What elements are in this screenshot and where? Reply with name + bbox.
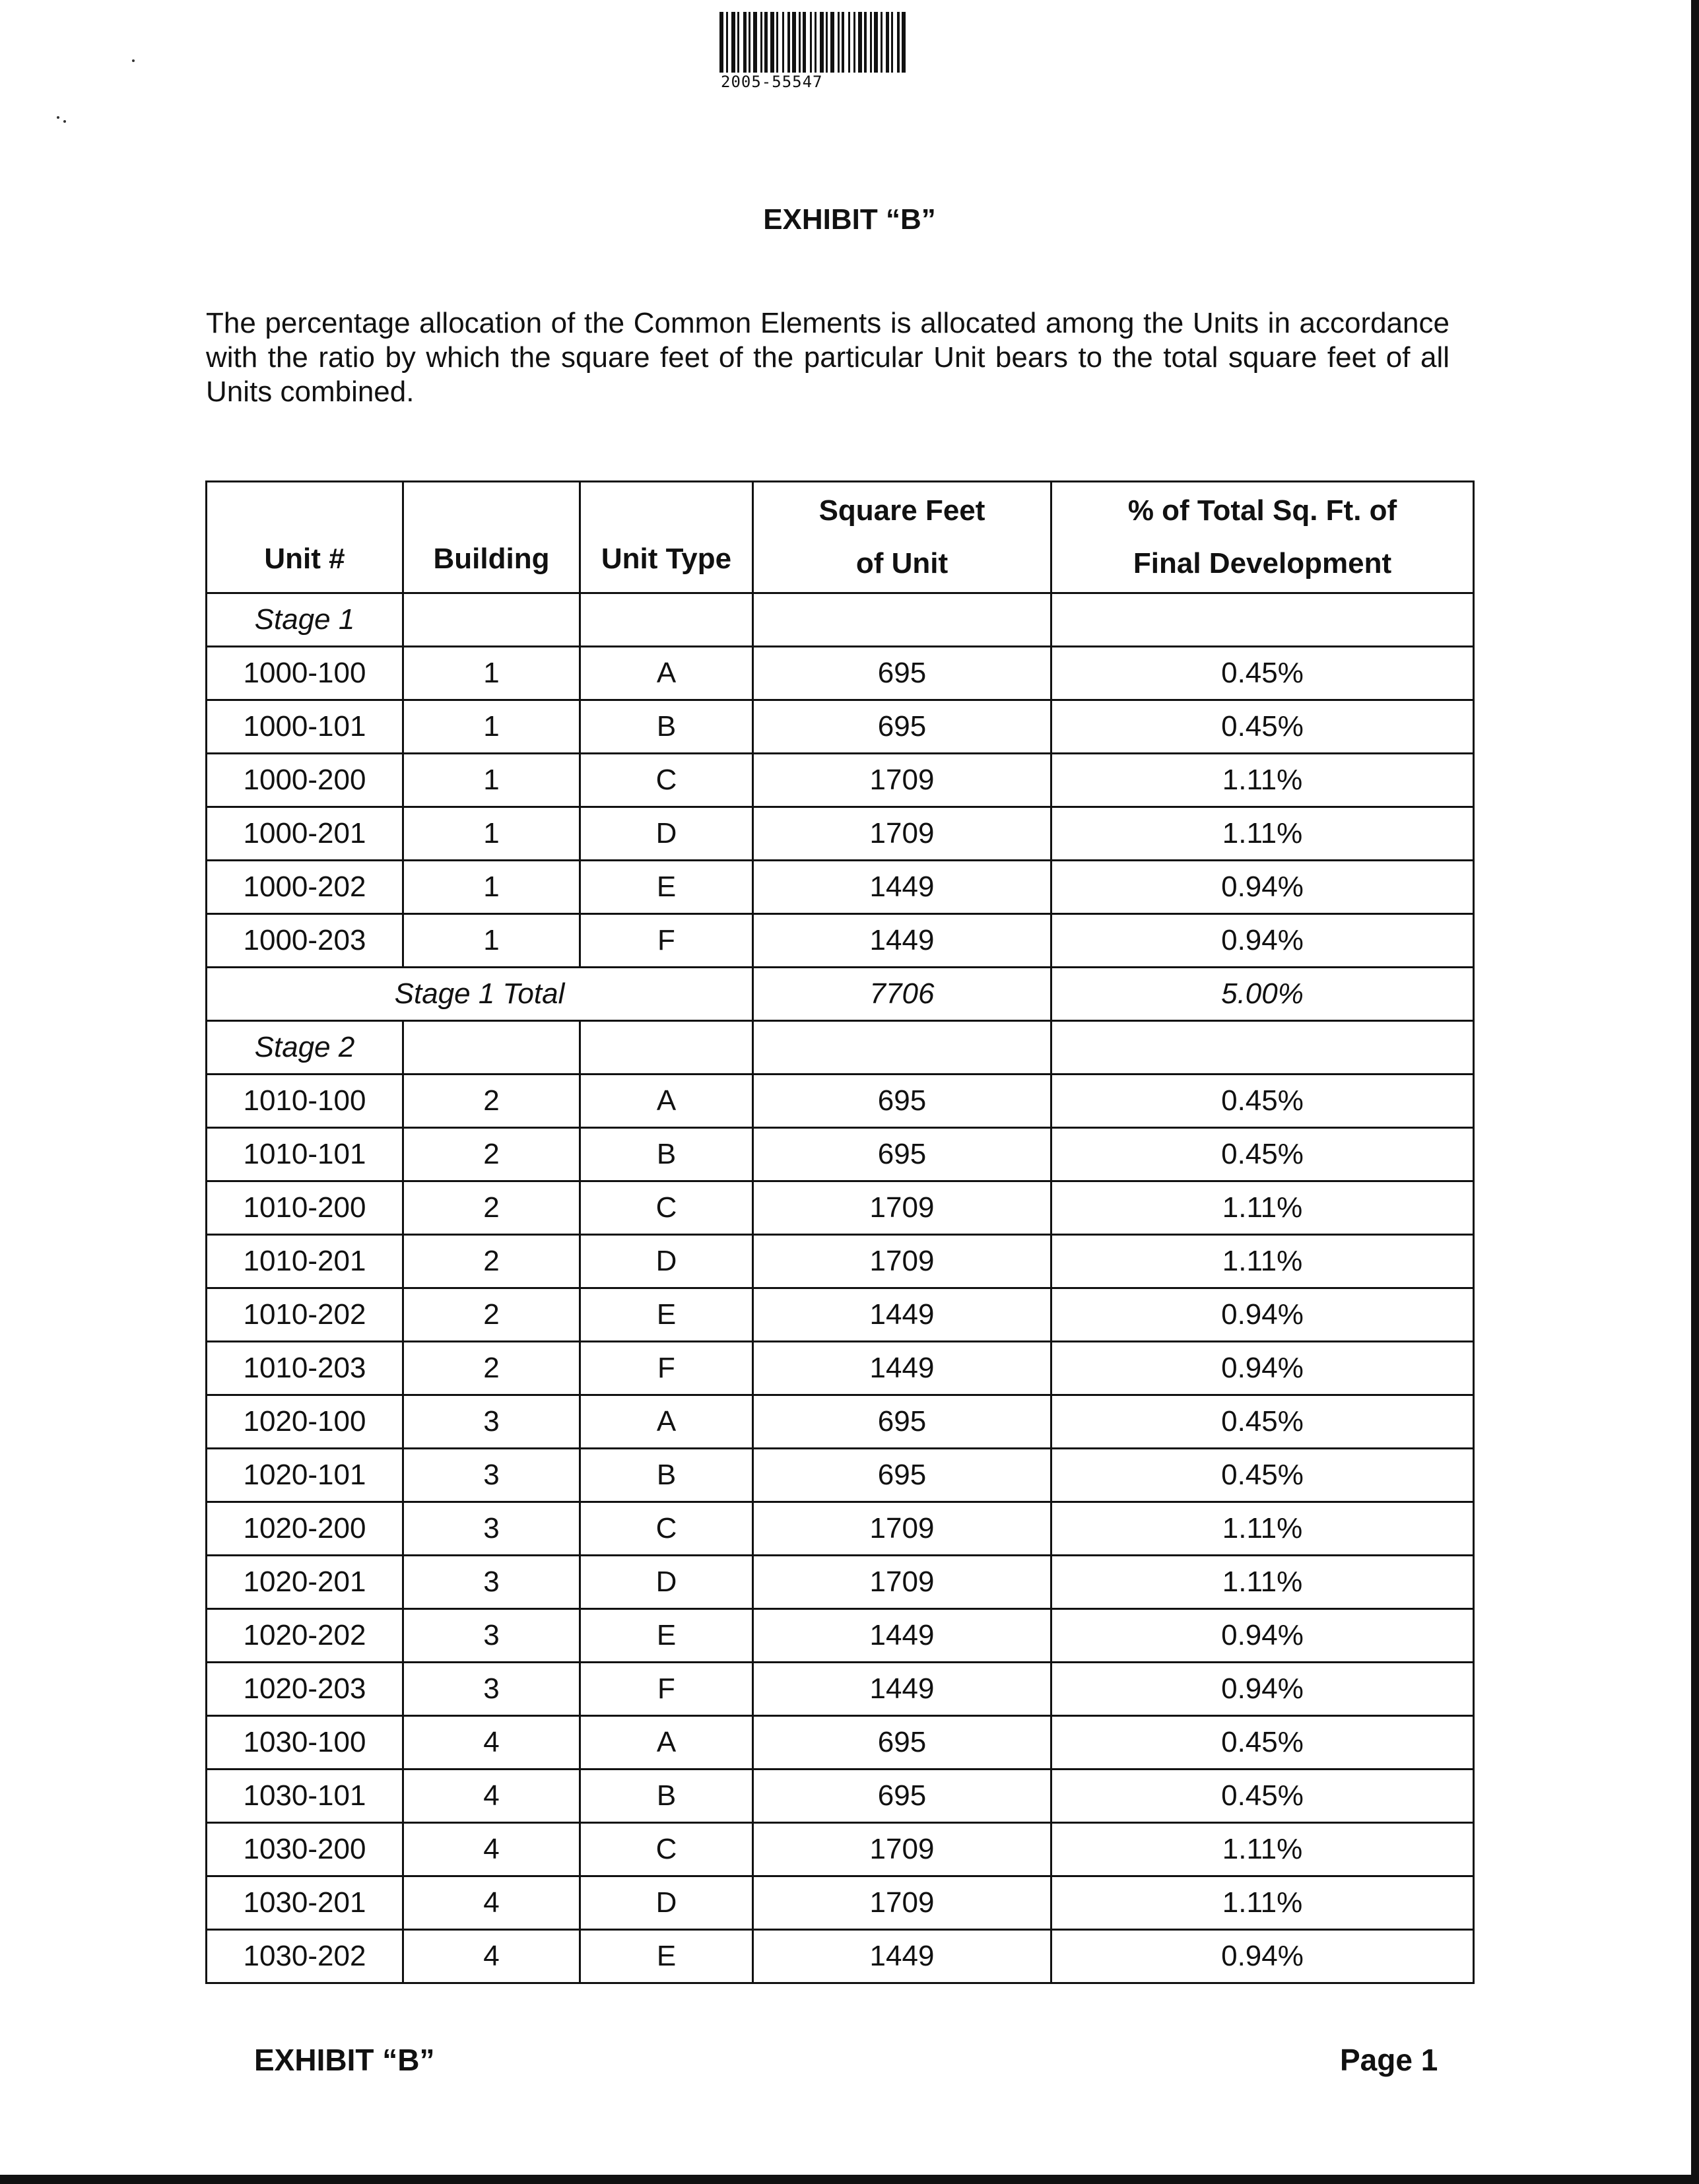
intro-paragraph: The percentage allocation of the Common Elements is allocated among the Units in accordance with the ratio by which the square feet of the particular Unit bears to the total square feet of all Units combined. (206, 307, 1449, 408)
table-row (207, 1288, 1474, 1342)
header-percent-line1: % of Total Sq. Ft. of (1127, 494, 1397, 527)
header-percent-total (1051, 482, 1474, 593)
building-cell: 2 (403, 1288, 580, 1342)
unit-type-cell: A (580, 1395, 753, 1449)
building-cell: 3 (403, 1395, 580, 1449)
building-cell: 1 (403, 861, 580, 914)
unit-type-cell: F (580, 1663, 753, 1716)
allocation-table (205, 480, 1475, 1984)
square-feet-cell: 695 (753, 1770, 1051, 1823)
empty-cell (580, 1021, 753, 1075)
table-row (207, 1876, 1474, 1930)
unit-type-cell: C (580, 1502, 753, 1556)
unit-number-cell: 1020-100 (207, 1395, 403, 1449)
percent-cell: 0.94% (1051, 914, 1474, 968)
percent-cell: 0.94% (1051, 861, 1474, 914)
square-feet-cell: 1449 (753, 1663, 1051, 1716)
square-feet-cell: 1709 (753, 1502, 1051, 1556)
stage-total-row (207, 968, 1474, 1021)
table-row (207, 1930, 1474, 1983)
unit-type-cell: F (580, 1342, 753, 1395)
percent-cell: 1.11% (1051, 1235, 1474, 1288)
square-feet-cell: 1449 (753, 914, 1051, 968)
unit-number-cell: 1010-201 (207, 1235, 403, 1288)
unit-number-cell: 1020-201 (207, 1556, 403, 1609)
building-cell: 4 (403, 1823, 580, 1876)
percent-cell: 0.94% (1051, 1609, 1474, 1663)
table-row (207, 1502, 1474, 1556)
building-cell: 4 (403, 1930, 580, 1983)
empty-cell (753, 593, 1051, 647)
unit-number-cell: 1010-100 (207, 1075, 403, 1128)
barcode-bar (906, 12, 909, 73)
percent-cell: 1.11% (1051, 807, 1474, 861)
square-feet-cell: 1709 (753, 807, 1051, 861)
table-row (207, 1770, 1474, 1823)
square-feet-cell: 695 (753, 1128, 1051, 1181)
unit-number-cell: 1000-201 (207, 807, 403, 861)
table-row (207, 1716, 1474, 1770)
barcode-number: 2005-55547 (721, 73, 823, 91)
square-feet-cell: 695 (753, 647, 1051, 700)
table-row (207, 914, 1474, 968)
unit-number-cell: 1030-200 (207, 1823, 403, 1876)
scan-speck (57, 116, 59, 119)
building-cell: 2 (403, 1342, 580, 1395)
percent-cell: 0.45% (1051, 700, 1474, 754)
unit-number-cell: 1000-200 (207, 754, 403, 807)
empty-cell (403, 593, 580, 647)
scan-speck (63, 120, 66, 123)
stage-total-percent: 5.00% (1051, 968, 1474, 1021)
unit-number-cell: 1000-100 (207, 647, 403, 700)
square-feet-cell: 1709 (753, 1823, 1051, 1876)
building-cell: 1 (403, 807, 580, 861)
stage-label-row (207, 1021, 1474, 1075)
percent-cell: 0.45% (1051, 1770, 1474, 1823)
table-row (207, 1449, 1474, 1502)
unit-type-cell: E (580, 1288, 753, 1342)
percent-cell: 1.11% (1051, 1181, 1474, 1235)
empty-cell (1051, 1021, 1474, 1075)
square-feet-cell: 1709 (753, 1181, 1051, 1235)
table-row (207, 1663, 1474, 1716)
unit-type-cell: D (580, 1876, 753, 1930)
unit-type-cell: B (580, 1770, 753, 1823)
percent-cell: 1.11% (1051, 1556, 1474, 1609)
square-feet-cell: 695 (753, 1075, 1051, 1128)
header-unit-type: Unit Type (580, 482, 753, 593)
unit-number-cell: 1030-101 (207, 1770, 403, 1823)
table-row (207, 1823, 1474, 1876)
unit-type-cell: E (580, 1930, 753, 1983)
unit-number-cell: 1020-203 (207, 1663, 403, 1716)
header-square-feet (753, 482, 1051, 593)
percent-cell: 0.94% (1051, 1288, 1474, 1342)
table-row (207, 1342, 1474, 1395)
unit-number-cell: 1020-101 (207, 1449, 403, 1502)
percent-cell: 0.45% (1051, 1449, 1474, 1502)
square-feet-cell: 1709 (753, 1876, 1051, 1930)
square-feet-cell: 1449 (753, 1609, 1051, 1663)
unit-number-cell: 1000-203 (207, 914, 403, 968)
square-feet-cell: 1449 (753, 1930, 1051, 1983)
table-body (207, 593, 1474, 1983)
footer-exhibit-label: EXHIBIT “B” (254, 2043, 435, 2077)
barcode (719, 12, 1016, 73)
header-unit: Unit # (207, 482, 403, 593)
unit-type-cell: D (580, 1235, 753, 1288)
unit-type-cell: A (580, 1716, 753, 1770)
unit-number-cell: 1030-100 (207, 1716, 403, 1770)
percent-cell: 1.11% (1051, 1823, 1474, 1876)
percent-cell: 0.94% (1051, 1930, 1474, 1983)
building-cell: 1 (403, 914, 580, 968)
unit-type-cell: D (580, 1556, 753, 1609)
percent-cell: 1.11% (1051, 754, 1474, 807)
table-row (207, 1128, 1474, 1181)
table-row (207, 1556, 1474, 1609)
unit-type-cell: B (580, 700, 753, 754)
square-feet-cell: 1709 (753, 1556, 1051, 1609)
stage-total-square-feet: 7706 (753, 968, 1051, 1021)
unit-number-cell: 1000-101 (207, 700, 403, 754)
table-row (207, 1395, 1474, 1449)
exhibit-title: EXHIBIT “B” (763, 203, 936, 236)
square-feet-cell: 1449 (753, 861, 1051, 914)
empty-cell (580, 593, 753, 647)
table-row (207, 700, 1474, 754)
table-row (207, 1235, 1474, 1288)
stage-label: Stage 2 (207, 1021, 403, 1075)
stage-total-label: Stage 1 Total (207, 968, 753, 1021)
percent-cell: 0.94% (1051, 1342, 1474, 1395)
square-feet-cell: 695 (753, 700, 1051, 754)
header-square-feet-line2: of Unit (855, 547, 949, 579)
table-row (207, 754, 1474, 807)
unit-number-cell: 1010-101 (207, 1128, 403, 1181)
empty-cell (753, 1021, 1051, 1075)
unit-number-cell: 1030-202 (207, 1930, 403, 1983)
building-cell: 3 (403, 1556, 580, 1609)
building-cell: 3 (403, 1663, 580, 1716)
table-row (207, 1075, 1474, 1128)
unit-number-cell: 1020-200 (207, 1502, 403, 1556)
stage-label: Stage 1 (207, 593, 403, 647)
building-cell: 4 (403, 1716, 580, 1770)
building-cell: 3 (403, 1609, 580, 1663)
unit-type-cell: E (580, 1609, 753, 1663)
unit-number-cell: 1030-201 (207, 1876, 403, 1930)
table-header-row (207, 482, 1474, 593)
table-row (207, 1181, 1474, 1235)
building-cell: 4 (403, 1770, 580, 1823)
unit-type-cell: B (580, 1128, 753, 1181)
percent-cell: 0.45% (1051, 1716, 1474, 1770)
building-cell: 1 (403, 647, 580, 700)
unit-type-cell: C (580, 1181, 753, 1235)
unit-type-cell: B (580, 1449, 753, 1502)
square-feet-cell: 695 (753, 1449, 1051, 1502)
percent-cell: 0.45% (1051, 1075, 1474, 1128)
square-feet-cell: 695 (753, 1395, 1051, 1449)
building-cell: 2 (403, 1128, 580, 1181)
table-row (207, 861, 1474, 914)
header-building: Building (403, 482, 580, 593)
building-cell: 2 (403, 1181, 580, 1235)
square-feet-cell: 695 (753, 1716, 1051, 1770)
building-cell: 2 (403, 1075, 580, 1128)
building-cell: 3 (403, 1502, 580, 1556)
unit-type-cell: D (580, 807, 753, 861)
table-row (207, 807, 1474, 861)
unit-number-cell: 1020-202 (207, 1609, 403, 1663)
empty-cell (1051, 593, 1474, 647)
table-row (207, 1609, 1474, 1663)
unit-type-cell: A (580, 647, 753, 700)
percent-cell: 1.11% (1051, 1876, 1474, 1930)
stage-label-row (207, 593, 1474, 647)
scan-speck (132, 59, 135, 62)
building-cell: 3 (403, 1449, 580, 1502)
table-row (207, 647, 1474, 700)
empty-cell (403, 1021, 580, 1075)
percent-cell: 0.94% (1051, 1663, 1474, 1716)
square-feet-cell: 1709 (753, 1235, 1051, 1288)
square-feet-cell: 1449 (753, 1342, 1051, 1395)
unit-type-cell: A (580, 1075, 753, 1128)
unit-type-cell: C (580, 754, 753, 807)
percent-cell: 1.11% (1051, 1502, 1474, 1556)
unit-type-cell: C (580, 1823, 753, 1876)
building-cell: 4 (403, 1876, 580, 1930)
unit-type-cell: E (580, 861, 753, 914)
building-cell: 2 (403, 1235, 580, 1288)
unit-number-cell: 1000-202 (207, 861, 403, 914)
percent-cell: 0.45% (1051, 1128, 1474, 1181)
square-feet-cell: 1709 (753, 754, 1051, 807)
header-percent-line2: Final Development (1133, 547, 1392, 579)
percent-cell: 0.45% (1051, 1395, 1474, 1449)
building-cell: 1 (403, 700, 580, 754)
square-feet-cell: 1449 (753, 1288, 1051, 1342)
unit-number-cell: 1010-203 (207, 1342, 403, 1395)
building-cell: 1 (403, 754, 580, 807)
unit-type-cell: F (580, 914, 753, 968)
percent-cell: 0.45% (1051, 647, 1474, 700)
footer-page-number: Page 1 (1340, 2043, 1438, 2077)
unit-number-cell: 1010-200 (207, 1181, 403, 1235)
unit-number-cell: 1010-202 (207, 1288, 403, 1342)
header-square-feet-line1: Square Feet (818, 494, 985, 527)
